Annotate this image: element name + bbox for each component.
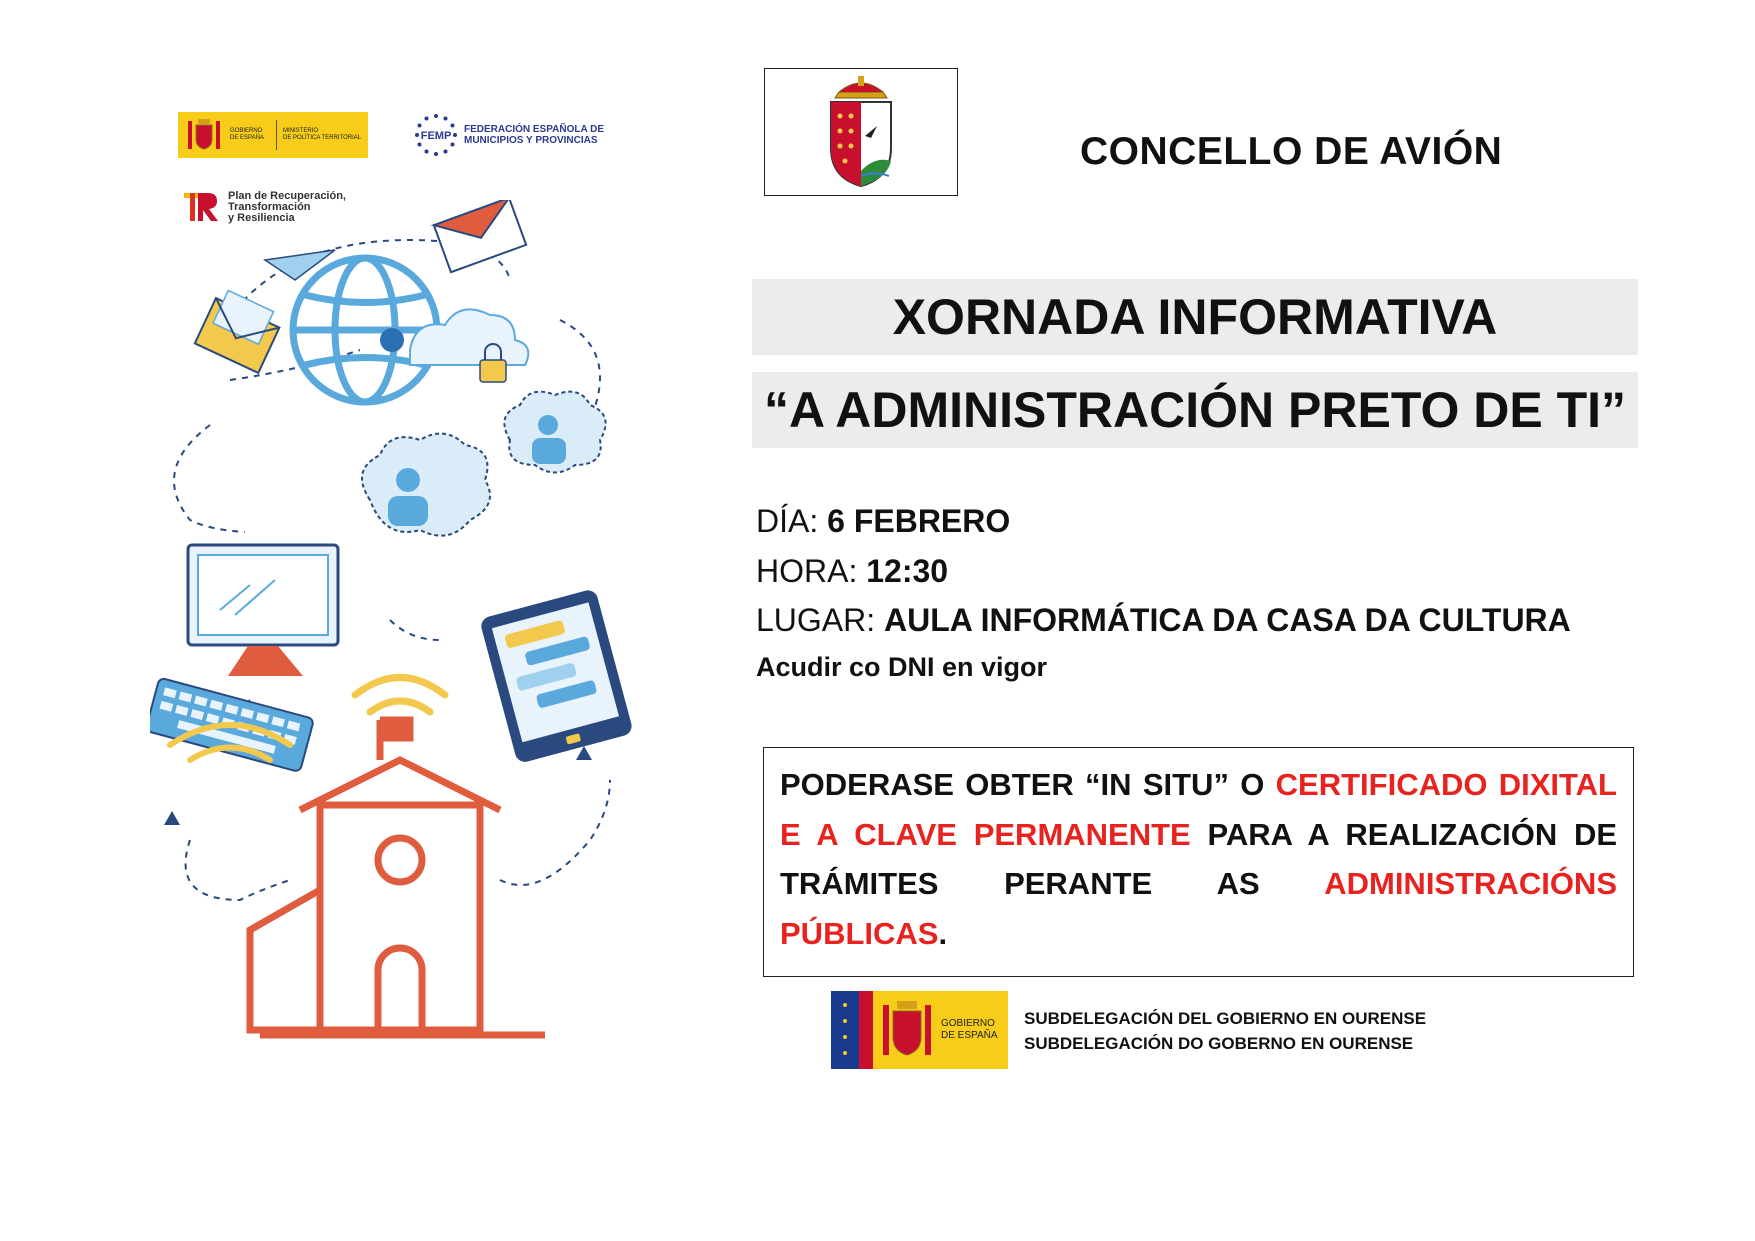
spain-coat-of-arms-icon: [184, 115, 224, 155]
eu-stripe: [831, 991, 859, 1069]
red-stripe: [859, 991, 873, 1069]
notice-part-1: PODERASE OBTER “IN SITU” O: [780, 767, 1276, 802]
monitor-icon: [188, 545, 338, 676]
chat-user-cloud-icon: [504, 392, 605, 473]
subdelegacion-text: [1024, 1006, 1426, 1056]
plan-text-2: Transformación: [228, 200, 311, 213]
tablet-icon: [479, 588, 634, 764]
femp-stars-icon: [412, 111, 460, 159]
subdelegacion-gl: SUBDELEGACIÓN DO GOBERNO EN OURENSE: [1024, 1034, 1414, 1053]
event-subtitle: “A ADMINISTRACIÓN PRETO DE TI”: [752, 372, 1638, 448]
certificate-notice: [763, 747, 1634, 977]
femp-acronym: FEMP: [420, 130, 452, 142]
notice-part-3: PARA A REALIZACIÓN DE TRÁMITES PERANTE AS: [780, 816, 1618, 901]
spain-coat-of-arms-icon: [879, 995, 935, 1065]
lugar-label: LUGAR:: [756, 602, 876, 638]
paper-plane-icon: [265, 250, 335, 280]
concello-coat-of-arms-box: [764, 68, 958, 196]
hora-label: HORA:: [756, 553, 858, 589]
notice-part-2: CERTIFICADO DIXITAL E A CLAVE PERMANENTE: [780, 767, 1617, 852]
gobierno-espana-logo: [831, 991, 1008, 1069]
gobierno-text-2: DE ESPAÑA: [230, 135, 264, 141]
femp-text-2: MUNICIPIOS Y PROVINCIAS: [464, 135, 598, 146]
coat-of-arms-icon: [825, 76, 897, 188]
dia-row: [756, 503, 1010, 540]
divider: [276, 120, 277, 150]
femp-logo: [412, 110, 622, 160]
gobierno-text-1: GOBIERNO: [230, 128, 263, 134]
notice-part-4: ADMINISTRACIÓNS PÚBLICAS: [780, 866, 1617, 951]
subdelegacion-es: SUBDELEGACIÓN DEL GOBIERNO EN OURENSE: [1024, 1009, 1427, 1028]
gobierno-ministerio-logo: [178, 112, 368, 158]
eu-stars-icon: [831, 991, 859, 1069]
ministerio-text-1: MINISTERIO: [283, 128, 319, 134]
hora-value: 12:30: [866, 553, 949, 589]
hora-row: [756, 553, 948, 590]
dni-note: Acudir co DNI en vigor: [756, 652, 1048, 682]
dia-label: DÍA:: [756, 503, 819, 539]
globe-icon: [293, 258, 437, 402]
footer-gobierno-1: GOBIERNO: [941, 1018, 995, 1029]
event-title: XORNADA INFORMATIVA: [752, 279, 1638, 355]
lugar-row: [756, 602, 1571, 639]
plan-text-1: Plan de Recuperación,: [228, 189, 346, 202]
signal-waves-icon: [355, 678, 445, 713]
femp-text-1: FEDERACIÓN ESPAÑOLA DE: [464, 124, 605, 135]
letter-icon: [195, 287, 285, 373]
chat-user-cloud-icon: [362, 434, 490, 536]
envelope-icon: [434, 200, 526, 272]
ministerio-text-2: DE POLÍTICA TERRITORIAL: [283, 135, 362, 141]
plan-text-3: y Resiliencia: [228, 211, 295, 224]
dia-value: 6 FEBRERO: [827, 503, 1011, 539]
digital-administration-illustration: [150, 200, 670, 1090]
concello-title: CONCELLO DE AVIÓN: [1080, 130, 1503, 173]
footer-gobierno-2: DE ESPAÑA: [941, 1030, 998, 1041]
notice-part-5: .: [938, 915, 948, 951]
lugar-value: AULA INFORMÁTICA DA CASA DA CULTURA: [884, 602, 1571, 638]
